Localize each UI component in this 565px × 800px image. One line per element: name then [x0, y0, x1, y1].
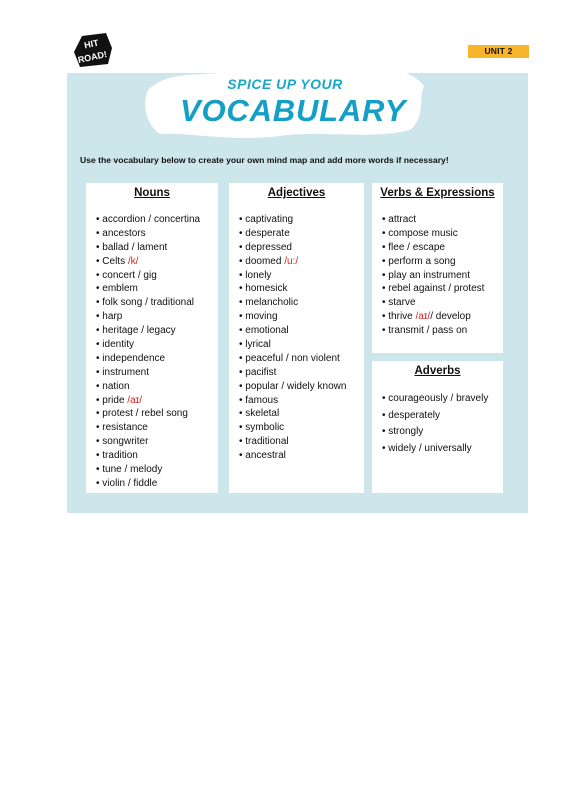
word-item	[382, 441, 503, 458]
unit-badge: UNIT 2	[468, 45, 529, 58]
word-text: violin / fiddle	[102, 477, 158, 489]
svg-text:HIT: HIT	[83, 37, 100, 51]
word-item	[239, 255, 364, 269]
word-item	[382, 255, 503, 269]
word-item	[96, 241, 218, 255]
word-item	[239, 227, 364, 241]
word-text: perform a song	[388, 255, 456, 267]
word-text: peaceful / non violent	[245, 352, 340, 364]
word-item	[96, 477, 218, 491]
word-text: ballad / lament	[102, 241, 168, 253]
word-text: captivating	[245, 214, 294, 225]
word-text: lyrical	[245, 339, 271, 351]
word-item	[382, 324, 503, 338]
word-item	[382, 282, 503, 296]
word-item	[239, 366, 364, 380]
word-text: flee / escape	[388, 241, 445, 253]
word-text: play an instrument	[388, 269, 470, 281]
title-line-1: SPICE UP YOUR	[227, 76, 343, 92]
hit-the-road-logo	[68, 30, 116, 70]
phonetic-hint: /k/	[127, 255, 139, 267]
word-item	[239, 338, 364, 352]
word-item	[239, 282, 364, 296]
adverbs-box	[372, 361, 503, 493]
word-item	[382, 213, 503, 227]
word-text: protest / rebel song	[102, 408, 188, 420]
word-item	[96, 352, 218, 366]
word-item	[382, 241, 503, 255]
svg-text:ROAD!: ROAD!	[76, 49, 108, 66]
word-item	[239, 407, 364, 421]
adjectives-list	[229, 213, 364, 463]
title-line-2: VOCABULARY	[180, 93, 407, 128]
word-text: accordion / concertina	[102, 214, 201, 225]
word-item	[239, 421, 364, 435]
word-text: lonely	[245, 269, 272, 281]
word-item	[239, 394, 364, 408]
word-text-suffix: / develop	[430, 311, 471, 323]
word-text: thrive	[388, 311, 416, 323]
word-text: nation	[102, 380, 130, 392]
adjectives-heading: Adjectives	[267, 187, 326, 199]
word-item	[239, 435, 364, 449]
word-item	[239, 352, 364, 366]
word-item	[96, 213, 218, 227]
word-text: attract	[388, 214, 417, 225]
word-text: harp	[102, 311, 123, 323]
adjectives-box	[229, 183, 364, 493]
word-item	[96, 463, 218, 477]
word-text: independence	[102, 352, 166, 364]
word-item	[96, 435, 218, 449]
word-text: compose music	[388, 227, 458, 239]
word-item	[382, 269, 503, 283]
word-text: strongly	[388, 426, 424, 437]
word-text: desperate	[245, 227, 290, 239]
nouns-heading: Nouns	[134, 187, 170, 199]
word-text: doomed	[245, 255, 285, 267]
word-text: popular / widely known	[245, 380, 347, 392]
word-text: starve	[388, 297, 416, 309]
word-item	[96, 421, 218, 435]
word-text: rebel against / protest	[388, 283, 485, 295]
word-text: skeletal	[245, 408, 280, 420]
word-item	[96, 227, 218, 241]
instruction-text: Use the vocabulary below to create your own mind map and add more words if necessary!	[80, 155, 449, 165]
word-item	[239, 213, 364, 227]
word-text: widely / universally	[388, 442, 472, 454]
word-text: emotional	[245, 325, 289, 337]
word-text: songwriter	[102, 436, 149, 448]
word-item	[96, 324, 218, 338]
word-text: homesick	[245, 283, 288, 295]
word-text: heritage / legacy	[102, 325, 176, 337]
word-text: instrument	[102, 366, 149, 378]
phonetic-hint: /aɪ/	[415, 311, 431, 323]
adverbs-heading: Adverbs	[414, 365, 461, 377]
verbs-box	[372, 183, 503, 353]
word-item	[96, 366, 218, 380]
word-text: ancestors	[102, 227, 146, 239]
word-item	[382, 424, 503, 441]
word-item	[239, 241, 364, 255]
word-item	[382, 391, 503, 408]
word-text: depressed	[245, 241, 292, 253]
word-text: courageously / bravely	[388, 393, 489, 404]
word-item	[239, 269, 364, 283]
word-item	[239, 449, 364, 463]
word-text: ancestral	[245, 450, 286, 462]
word-text: emblem	[102, 283, 138, 295]
word-text: resistance	[102, 422, 148, 434]
word-text: tradition	[102, 450, 138, 462]
word-text: pride	[102, 394, 128, 406]
word-item	[382, 310, 503, 324]
phonetic-hint: /aɪ/	[127, 394, 142, 406]
word-item	[96, 282, 218, 296]
word-item	[382, 408, 503, 425]
nouns-box	[86, 183, 218, 493]
verbs-list	[372, 213, 503, 338]
word-item	[96, 407, 218, 421]
word-item	[96, 380, 218, 394]
word-text: tune / melody	[102, 464, 163, 476]
word-text: pacifist	[245, 366, 277, 378]
word-text: famous	[245, 394, 279, 406]
word-item	[96, 449, 218, 463]
word-item	[96, 255, 218, 269]
word-item	[96, 338, 218, 352]
adverbs-list	[372, 391, 503, 457]
word-text: desperately	[388, 409, 440, 421]
word-text: folk song / traditional	[102, 297, 194, 309]
word-item	[382, 296, 503, 310]
nouns-list	[86, 213, 218, 491]
word-item	[239, 324, 364, 338]
word-item	[239, 296, 364, 310]
word-item	[96, 296, 218, 310]
word-text: concert / gig	[102, 269, 157, 281]
word-item	[382, 227, 503, 241]
word-item	[96, 269, 218, 283]
word-text: symbolic	[245, 422, 285, 434]
word-item	[96, 310, 218, 324]
word-item	[239, 380, 364, 394]
word-text: identity	[102, 339, 134, 351]
word-item	[96, 394, 218, 408]
phonetic-hint: /u:/	[284, 255, 299, 267]
word-text: transmit / pass on	[388, 325, 468, 337]
word-item	[239, 310, 364, 324]
word-text: melancholic	[245, 297, 299, 309]
word-text: traditional	[245, 436, 289, 448]
word-text: Celts	[102, 255, 128, 267]
word-text: moving	[245, 311, 278, 323]
logo-graphic	[68, 30, 116, 70]
verbs-heading: Verbs & Expressions	[380, 187, 495, 199]
